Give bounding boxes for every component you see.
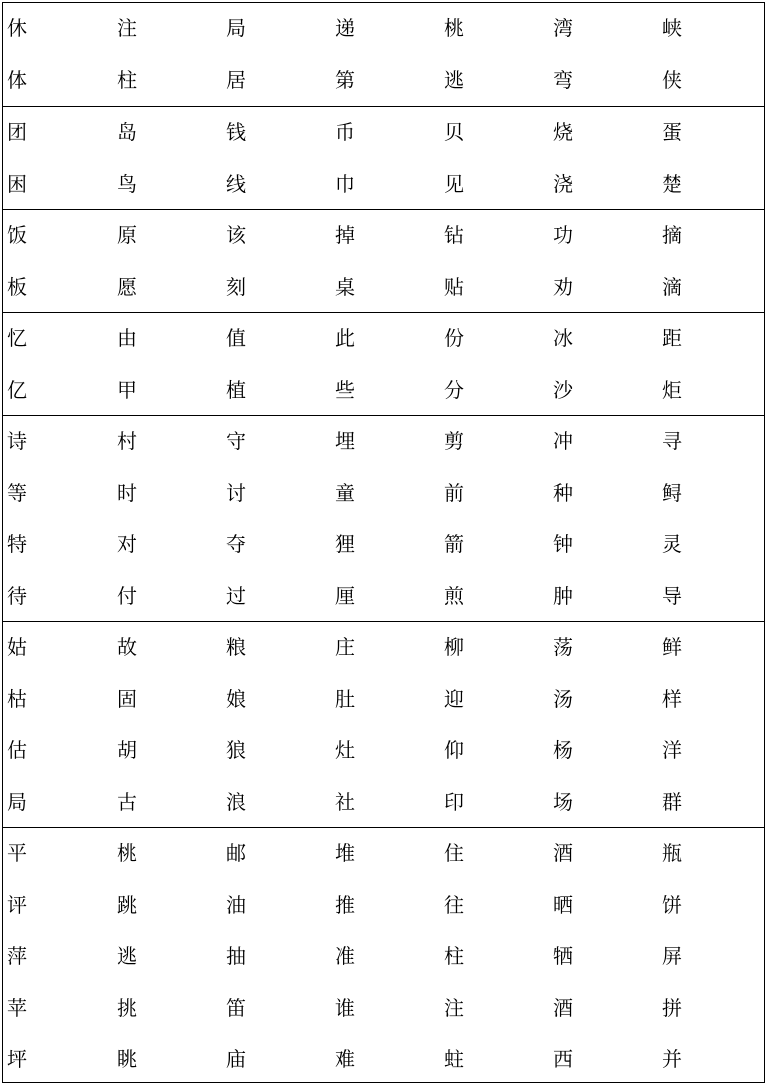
character-cell: 挑 — [117, 995, 137, 1020]
character-cell: 估 — [7, 738, 27, 762]
character-cell: 过 — [226, 583, 246, 608]
character-cell: 种 — [553, 480, 573, 505]
character-cell: 功 — [553, 223, 573, 247]
character-cell: 抽 — [226, 944, 246, 968]
character-cell: 烧 — [553, 120, 573, 144]
character-cell: 煎 — [444, 583, 464, 608]
character-cell: 冰 — [553, 326, 573, 350]
character-cell: 娘 — [226, 686, 246, 711]
word-group — [3, 3, 764, 106]
character-cell: 庙 — [226, 1047, 246, 1071]
character-cell: 庄 — [335, 635, 355, 659]
character-cell: 钟 — [553, 532, 573, 556]
character-cell: 待 — [7, 583, 27, 608]
character-cell: 劝 — [553, 274, 573, 299]
character-cell: 饼 — [662, 892, 682, 917]
character-cell: 寻 — [662, 429, 682, 453]
character-row — [3, 571, 764, 623]
word-group — [3, 415, 764, 622]
character-cell: 柱 — [444, 944, 464, 968]
character-cell: 油 — [226, 892, 246, 917]
character-cell: 并 — [662, 1047, 682, 1071]
character-cell: 荡 — [553, 635, 573, 659]
character-cell: 导 — [662, 583, 682, 608]
character-cell: 值 — [226, 326, 246, 350]
character-cell: 蛋 — [662, 120, 682, 144]
character-cell: 汤 — [553, 686, 573, 711]
word-group — [3, 621, 764, 828]
character-cell: 眺 — [117, 1047, 137, 1071]
character-cell: 忆 — [7, 326, 27, 350]
character-row — [3, 416, 764, 468]
character-cell: 守 — [226, 429, 246, 453]
character-row — [3, 674, 764, 726]
character-cell: 晒 — [553, 892, 573, 917]
character-row — [3, 725, 764, 777]
character-cell: 掉 — [335, 223, 355, 247]
character-cell: 酒 — [553, 995, 573, 1020]
character-cell: 堆 — [335, 841, 355, 865]
character-cell: 狸 — [335, 532, 355, 556]
character-row — [3, 1034, 764, 1086]
character-cell: 分 — [444, 377, 464, 402]
character-cell: 洋 — [662, 738, 682, 762]
character-cell: 苹 — [7, 995, 27, 1020]
character-cell: 局 — [226, 16, 246, 40]
character-cell: 前 — [444, 480, 464, 505]
character-cell: 冲 — [553, 429, 573, 453]
character-cell: 村 — [117, 429, 137, 453]
character-cell: 弯 — [553, 67, 573, 92]
character-cell: 童 — [335, 480, 355, 505]
character-cell: 跳 — [117, 892, 137, 917]
character-cell: 楚 — [662, 171, 682, 196]
character-cell: 休 — [7, 16, 27, 40]
character-cell: 拼 — [662, 995, 682, 1020]
character-cell: 付 — [117, 583, 137, 608]
character-cell: 谁 — [335, 995, 355, 1020]
character-cell: 逃 — [444, 67, 464, 92]
character-cell: 特 — [7, 532, 27, 556]
character-cell: 份 — [444, 326, 464, 350]
character-cell: 钻 — [444, 223, 464, 247]
character-cell: 饭 — [7, 223, 27, 247]
word-group — [3, 827, 764, 1086]
character-cell: 样 — [662, 686, 682, 711]
character-cell: 鲜 — [662, 635, 682, 659]
character-cell: 讨 — [226, 480, 246, 505]
character-row — [3, 931, 764, 983]
character-cell: 等 — [7, 480, 27, 505]
character-cell: 鸟 — [117, 171, 137, 196]
character-row — [3, 519, 764, 571]
character-cell: 原 — [117, 223, 137, 247]
character-cell: 箭 — [444, 532, 464, 556]
character-cell: 评 — [7, 892, 27, 917]
character-cell: 西 — [553, 1047, 573, 1071]
character-row — [3, 55, 764, 107]
word-group — [3, 209, 764, 313]
character-cell: 体 — [7, 67, 27, 92]
character-row — [3, 468, 764, 520]
character-cell: 粮 — [226, 635, 246, 659]
character-cell: 埋 — [335, 429, 355, 453]
character-cell: 灶 — [335, 738, 355, 762]
character-row — [3, 880, 764, 932]
character-row — [3, 3, 764, 55]
character-cell: 仰 — [444, 738, 464, 762]
character-cell: 古 — [117, 789, 137, 814]
character-table — [2, 2, 765, 1083]
character-cell: 桃 — [444, 16, 464, 40]
character-cell: 胡 — [117, 738, 137, 762]
character-cell: 线 — [226, 171, 246, 196]
character-cell: 植 — [226, 377, 246, 402]
character-cell: 钱 — [226, 120, 246, 144]
word-group — [3, 106, 764, 210]
character-cell: 迎 — [444, 686, 464, 711]
character-cell: 瓶 — [662, 841, 682, 865]
character-cell: 第 — [335, 67, 355, 92]
character-cell: 群 — [662, 789, 682, 814]
character-cell: 板 — [7, 274, 27, 299]
character-cell: 对 — [117, 532, 137, 556]
character-cell: 蛀 — [444, 1047, 464, 1071]
character-cell: 居 — [226, 67, 246, 92]
character-cell: 固 — [117, 686, 137, 711]
character-cell: 沙 — [553, 377, 573, 402]
character-cell: 坪 — [7, 1047, 27, 1071]
character-cell: 币 — [335, 120, 355, 144]
character-cell: 夺 — [226, 532, 246, 556]
character-cell: 肚 — [335, 686, 355, 711]
character-cell: 邮 — [226, 841, 246, 865]
character-cell: 萍 — [7, 944, 27, 968]
character-cell: 岛 — [117, 120, 137, 144]
character-cell: 些 — [335, 377, 355, 402]
character-cell: 笛 — [226, 995, 246, 1020]
character-row — [3, 210, 764, 262]
character-cell: 灵 — [662, 532, 682, 556]
word-group — [3, 312, 764, 416]
character-cell: 鲟 — [662, 480, 682, 505]
character-cell: 逃 — [117, 944, 137, 968]
character-cell: 社 — [335, 789, 355, 814]
character-cell: 由 — [117, 326, 137, 350]
character-cell: 巾 — [335, 171, 355, 196]
character-cell: 桃 — [117, 841, 137, 865]
character-cell: 杨 — [553, 738, 573, 762]
character-cell: 牺 — [553, 944, 573, 968]
character-cell: 团 — [7, 120, 27, 144]
character-cell: 故 — [117, 635, 137, 659]
character-cell: 湾 — [553, 16, 573, 40]
character-cell: 住 — [444, 841, 464, 865]
character-cell: 狼 — [226, 738, 246, 762]
character-cell: 推 — [335, 892, 355, 917]
character-cell: 贴 — [444, 274, 464, 299]
character-cell: 时 — [117, 480, 137, 505]
character-cell: 贝 — [444, 120, 464, 144]
character-cell: 该 — [226, 223, 246, 247]
character-cell: 姑 — [7, 635, 27, 659]
character-row — [3, 622, 764, 674]
character-row — [3, 983, 764, 1035]
character-cell: 递 — [335, 16, 355, 40]
character-cell: 见 — [444, 171, 464, 196]
character-cell: 浪 — [226, 789, 246, 814]
character-cell: 印 — [444, 789, 464, 814]
character-row — [3, 262, 764, 314]
character-cell: 诗 — [7, 429, 27, 453]
character-row — [3, 313, 764, 365]
character-row — [3, 365, 764, 417]
character-row — [3, 107, 764, 159]
character-cell: 困 — [7, 171, 27, 196]
character-cell: 柱 — [117, 67, 137, 92]
character-cell: 准 — [335, 944, 355, 968]
character-cell: 厘 — [335, 583, 355, 608]
character-row — [3, 159, 764, 211]
character-cell: 平 — [7, 841, 27, 865]
character-cell: 侠 — [662, 67, 682, 92]
character-cell: 难 — [335, 1047, 355, 1071]
character-cell: 距 — [662, 326, 682, 350]
character-row — [3, 777, 764, 829]
character-cell: 场 — [553, 789, 573, 814]
character-cell: 滴 — [662, 274, 682, 299]
character-cell: 峡 — [662, 16, 682, 40]
character-row — [3, 828, 764, 880]
character-cell: 此 — [335, 326, 355, 350]
character-cell: 往 — [444, 892, 464, 917]
character-cell: 炬 — [662, 377, 682, 402]
character-cell: 枯 — [7, 686, 27, 711]
character-cell: 刻 — [226, 274, 246, 299]
character-cell: 肿 — [553, 583, 573, 608]
character-cell: 剪 — [444, 429, 464, 453]
character-cell: 浇 — [553, 171, 573, 196]
character-cell: 桌 — [335, 274, 355, 299]
character-cell: 甲 — [117, 377, 137, 402]
character-cell: 柳 — [444, 635, 464, 659]
character-cell: 注 — [444, 995, 464, 1020]
character-cell: 局 — [7, 789, 27, 814]
character-cell: 愿 — [117, 274, 137, 299]
character-cell: 屏 — [662, 944, 682, 968]
character-cell: 酒 — [553, 841, 573, 865]
character-cell: 注 — [117, 16, 137, 40]
character-cell: 亿 — [7, 377, 27, 402]
character-cell: 摘 — [662, 223, 682, 247]
